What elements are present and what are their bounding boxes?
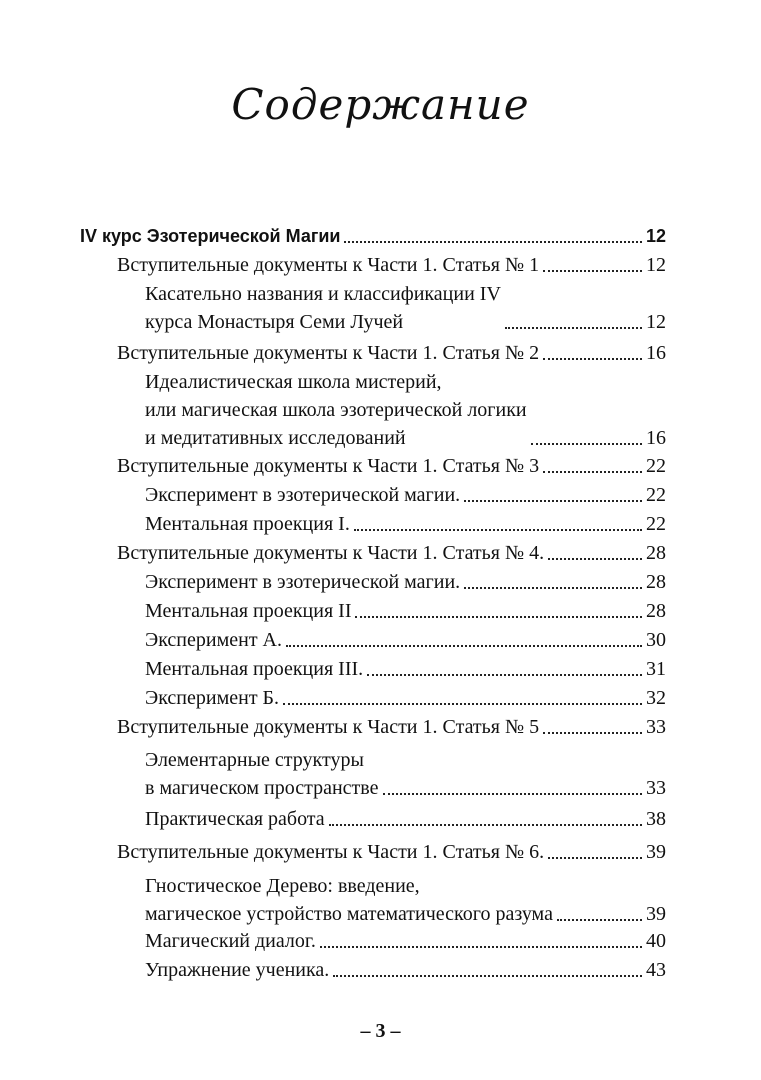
- toc-entry[interactable]: Вступительные документы к Части 1. Статья № 6. 39: [117, 841, 666, 863]
- toc-entry[interactable]: Элементарные структуры в магическом пространстве 33: [145, 749, 666, 799]
- toc-entry[interactable]: Эксперимент А. 30: [145, 629, 666, 651]
- toc-entry[interactable]: Эксперимент в эзотерической магии. 28: [145, 571, 666, 593]
- toc-entry[interactable]: Практическая работа 38: [145, 808, 666, 830]
- toc-entry[interactable]: Ментальная проекция II 28: [145, 600, 666, 622]
- toc-entry[interactable]: Упражнение ученика. 43: [145, 959, 666, 981]
- toc-entry[interactable]: Ментальная проекция III. 31: [145, 658, 666, 680]
- toc-entry[interactable]: Эксперимент Б. 32: [145, 687, 666, 709]
- toc-entry[interactable]: Идеалистическая школа мистерий, или магическая школа эзотерической логики и медитативных исследований 16: [145, 371, 666, 449]
- toc-entry[interactable]: IV курс Эзотерической Магии 12: [80, 226, 666, 246]
- page-number: – 3 –: [360, 1020, 401, 1042]
- toc-entry[interactable]: Эксперимент в эзотерической магии. 22: [145, 484, 666, 506]
- toc-entry[interactable]: Вступительные документы к Части 1. Статья № 1 12: [117, 254, 666, 276]
- page-title: Содержание: [231, 80, 530, 129]
- toc-entry[interactable]: Вступительные документы к Части 1. Статья № 3 22: [117, 455, 666, 477]
- toc-entry[interactable]: Вступительные документы к Части 1. Статья № 5 33: [117, 716, 666, 738]
- toc-entry[interactable]: Ментальная проекция I. 22: [145, 513, 666, 535]
- toc-entry[interactable]: Гностическое Дерево: введение, магическое устройство математического разума 39: [145, 875, 666, 925]
- toc-entry[interactable]: Вступительные документы к Части 1. Статья № 4. 28: [117, 542, 666, 564]
- toc-entry[interactable]: Магический диалог. 40: [145, 930, 666, 952]
- toc-entry[interactable]: Вступительные документы к Части 1. Статья № 2 16: [117, 342, 666, 364]
- toc-entry[interactable]: Касательно названия и классификации IV курса Монастыря Семи Лучей 12: [145, 283, 666, 333]
